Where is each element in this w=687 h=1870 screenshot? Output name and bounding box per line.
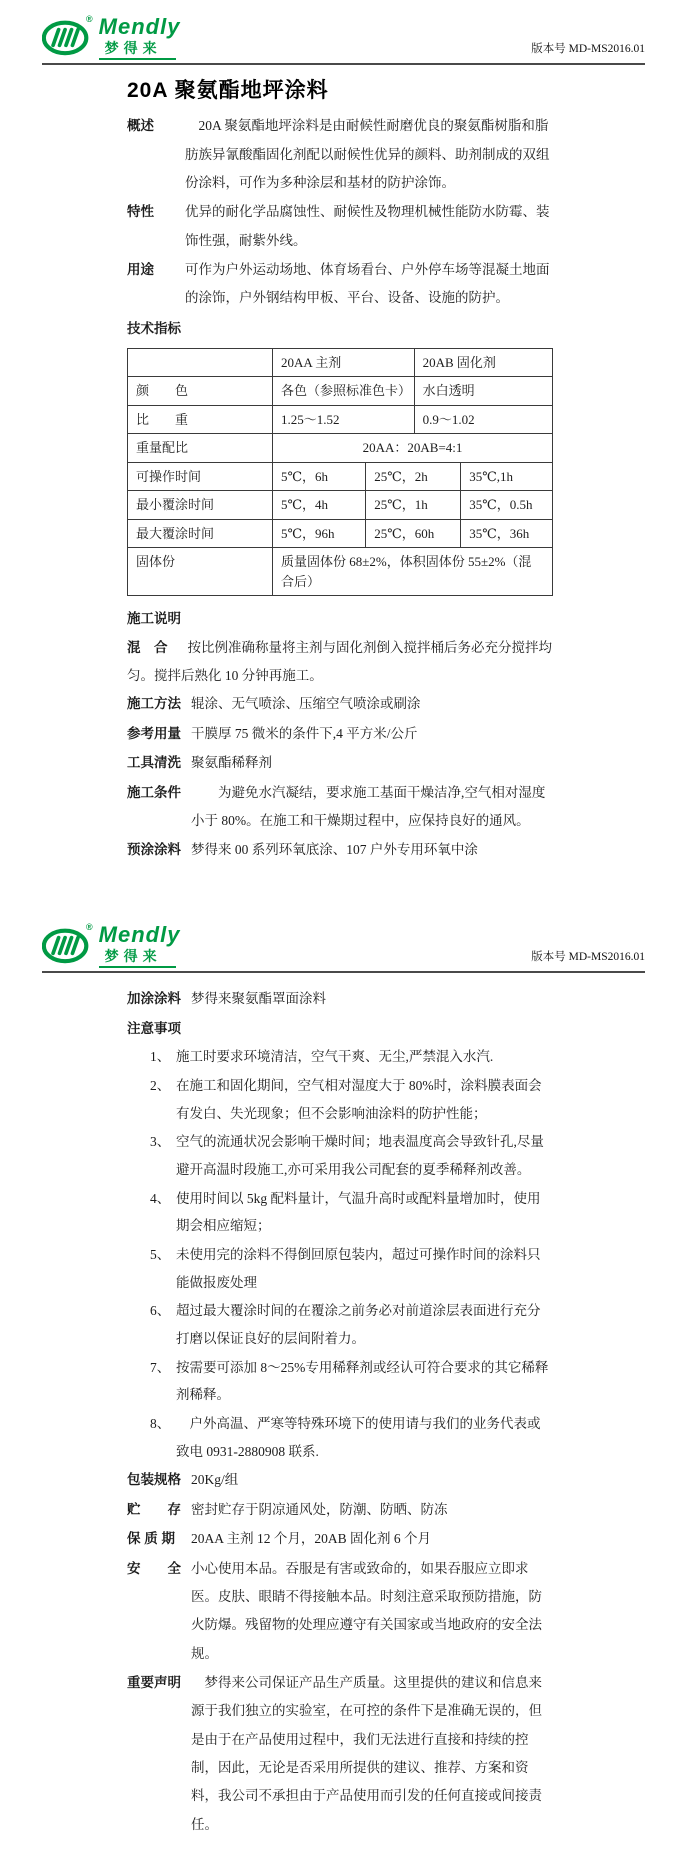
table-cell: 最小覆涂时间: [128, 491, 273, 519]
page-1: [42, 16, 645, 865]
brand-logo: [42, 921, 181, 968]
table-cell: 固体份: [128, 548, 273, 595]
tech-specs-table: [127, 348, 553, 597]
section-uses: [127, 256, 553, 313]
table-row: [128, 377, 552, 406]
table-cell: 35℃，0.5h: [469, 497, 533, 513]
note-text: 未使用完的涂料不得倒回原包装内，超过可操作时间的涂料只能做报废处理: [176, 1247, 541, 1290]
note-text: 空气的流通状况会影响干燥时间；地表温度高会导致针孔,尽量避开高温时段施工,亦可采用我公司配套的夏季稀释剂改善。: [176, 1134, 544, 1178]
section-label: 安 全: [127, 1560, 181, 1576]
table-cell: 1.25～1.52: [273, 406, 415, 434]
table-cell: 5℃，96h: [273, 520, 366, 548]
section-label: 预涂涂料: [127, 842, 181, 858]
note-number: 6、: [150, 1303, 171, 1319]
note-number: 1、: [150, 1049, 171, 1065]
section-text: 20AA 主剂 12 个月，20AB 固化剂 6 个月: [191, 1531, 432, 1547]
section-label: 用途: [127, 261, 154, 277]
section-label: 施工条件: [127, 784, 181, 800]
table-cell: 比 重: [128, 406, 273, 434]
note-item: [127, 1410, 553, 1465]
table-row: [128, 548, 552, 595]
section-shelf-life: [127, 1525, 553, 1553]
section-dosage: [127, 720, 553, 748]
note-item: [127, 1241, 553, 1296]
table-row: [128, 406, 552, 435]
section-label: 保 质 期: [127, 1531, 176, 1547]
note-item: [127, 1185, 553, 1240]
section-conditions: [127, 779, 553, 836]
table-cell: 25℃，1h: [366, 491, 461, 519]
section-text: 梦得来公司保证产品生产质量。这里提供的建议和信息来源于我们独立的实验室，在可控的条件下是准确无误的，但是由于在产品使用过程中，我们无法进行直接和持续的控制，因此，无论是否采用所提供的建议、推荐、方案和资料，我公司不承担由于产品使用而引发的任何直接或间接责任。: [191, 1674, 542, 1832]
note-text: 按需要可添加 8～25%专用稀释剂或经认可符合要求的其它稀释剂稀释。: [176, 1359, 549, 1403]
section-packing: [127, 1466, 553, 1494]
product-title: 20A 聚氨酯地坪涂料: [127, 79, 329, 103]
note-number: 4、: [150, 1190, 171, 1206]
section-text: 可作为户外运动场地、体育场看台、户外停车场等混凝土地面的涂饰，户外钢结构甲板、平台、设备、设施的防护。: [185, 261, 550, 306]
version-number: 版本号 MD-MS2016.01: [531, 43, 645, 56]
section-topcoat: [127, 985, 553, 1013]
note-text: 超过最大覆涂时间的在覆涂之前务必对前道涂层表面进行充分打磨以保证良好的层间附着力。: [176, 1303, 541, 1347]
note-text: 施工时要求环境清洁，空气干爽、无尘,严禁混入水汽.: [176, 1049, 494, 1065]
section-label: 重要声明: [127, 1674, 181, 1690]
section-label: 概述: [127, 118, 154, 134]
note-item: [127, 1043, 553, 1071]
brand-name-en: Mendly: [98, 921, 181, 947]
page2-content: [127, 985, 553, 1839]
section-label: 参考用量: [127, 725, 181, 741]
section-text: 小心使用本品。吞服是有害或致命的，如果吞服应立即求医。皮肤、眼睛不得接触本品。时刻注意采取预防措施，防火防爆。残留物的处理应遵守有关国家或当地政府的安全法规。: [191, 1560, 542, 1661]
section-label: 加涂涂料: [127, 990, 181, 1006]
table-cell: 20AA：20AB=4:1: [362, 440, 463, 456]
table-cell: 20AA 主剂: [273, 349, 415, 377]
section-text: 20Kg/组: [191, 1472, 239, 1488]
note-text: 使用时间以 5kg 配料量计，气温升高时或配料量增加时，使用期会相应缩短；: [176, 1190, 541, 1234]
page1-header: [42, 16, 645, 65]
table-cell: [128, 349, 273, 377]
brand-name-cn: 梦得来: [99, 947, 176, 968]
mendly-m-logo-icon: [42, 16, 90, 58]
page2-header: [42, 921, 645, 973]
registered-trademark-icon: ®: [86, 14, 93, 24]
table-cell: 可操作时间: [128, 463, 273, 491]
section-cleaning: [127, 749, 553, 777]
table-row: [128, 520, 552, 549]
table-cell: 各色（参照标准色卡）: [273, 377, 415, 405]
page1-content: [127, 74, 553, 864]
table-row: [128, 434, 552, 463]
table-cell: 20AB 固化剂: [422, 354, 496, 370]
table-cell: 25℃，60h: [366, 520, 461, 548]
table-cell: 重量配比: [128, 434, 273, 462]
table-cell: 质量固体份 68±2%，体积固体份 55±2%（混合后）: [281, 554, 532, 589]
version-number: 版本号 MD-MS2016.01: [531, 950, 645, 963]
table-cell: 颜 色: [128, 377, 273, 405]
mendly-m-logo-icon: [42, 924, 90, 966]
section-mixing: [127, 634, 553, 691]
section-text: 20A 聚氨酯地坪涂料是由耐候性耐磨优良的聚氨酯树脂和脂肪族异氰酸酯固化剂配以耐候性优异的颜料、助剂制成的双组份涂料，可作为多种涂层和基材的防护涂饰。: [185, 118, 550, 190]
table-cell: 35℃，36h: [469, 525, 530, 541]
section-safety: [127, 1555, 553, 1668]
section-text: 梦得来聚氨酯罩面涂料: [191, 990, 326, 1006]
note-item: [127, 1354, 553, 1409]
section-text: 梦得来 00 系列环氧底涂、107 户外专用环氧中涂: [191, 842, 478, 858]
page-2: [42, 921, 645, 1839]
table-cell: 5℃，4h: [273, 491, 366, 519]
section-label: 混 合: [127, 639, 168, 655]
section-method: [127, 690, 553, 718]
table-row: [128, 491, 552, 520]
registered-trademark-icon: ®: [86, 921, 93, 932]
section-text: 为避免水汽凝结，要求施工基面干燥洁净,空气相对湿度小于 80%。在施工和干燥期过程中，应保持良好的通风。: [191, 784, 546, 828]
page-break-gap: [42, 866, 645, 924]
section-features: [127, 198, 553, 255]
table-cell: 最大覆涂时间: [128, 520, 273, 548]
section-text: 密封贮存于阴凉通风处，防潮、防晒、防冻: [191, 1501, 448, 1517]
note-number: 2、: [150, 1078, 171, 1094]
section-label: 施工方法: [127, 696, 181, 712]
note-item: [127, 1297, 553, 1352]
note-number: 8、: [150, 1416, 171, 1432]
note-item: [127, 1128, 553, 1183]
section-storage: [127, 1496, 553, 1524]
table-cell: 25℃，2h: [366, 463, 461, 491]
brand-name-cn: 梦得来: [99, 39, 176, 60]
section-label: 贮 存: [127, 1501, 181, 1517]
section-label: 特性: [127, 204, 154, 220]
section-label: 包装规格: [127, 1472, 181, 1488]
section-text: 优异的耐化学品腐蚀性、耐候性及物理机械性能防水防霉、装饰性强，耐紫外线。: [185, 204, 550, 248]
section-text: 辊涂、无气喷涂、压缩空气喷涂或刷涂: [191, 696, 421, 712]
note-number: 7、: [150, 1359, 171, 1375]
brand-logo: [42, 16, 180, 60]
brand-wordmark: [98, 921, 181, 968]
note-number: 5、: [150, 1247, 171, 1263]
section-precoat: [127, 836, 553, 864]
table-row: [128, 349, 552, 378]
note-text: 户外高温、严寒等特殊环境下的使用请与我们的业务代表或致电 0931-2880908 联系.: [176, 1416, 541, 1459]
tech-specs-heading: 技术指标: [127, 320, 181, 336]
section-disclaimer: [127, 1669, 553, 1839]
section-text: 按比例准确称量将主剂与固化剂倒入搅拌桶后务必充分搅拌均匀。搅拌后熟化 10 分钟再施工。: [127, 639, 552, 684]
note-text: 在施工和固化期间，空气相对湿度大于 80%时，涂料膜表面会有发白、失光现象；但不会影响油涂料的防护性能；: [176, 1078, 542, 1121]
note-number: 3、: [150, 1134, 171, 1150]
section-label: 工具清洗: [127, 755, 181, 771]
brand-wordmark: [99, 16, 181, 60]
section-text: 干膜厚 75 微米的条件下,4 平方米/公斤: [191, 725, 418, 741]
construction-heading: 施工说明: [127, 611, 181, 627]
notes-heading: 注意事项: [127, 1021, 181, 1037]
section-overview: [127, 112, 553, 197]
table-cell: 水白透明: [422, 383, 475, 399]
table-cell: 0.9～1.02: [422, 411, 475, 427]
brand-name-en: Mendly: [98, 14, 181, 39]
table-row: [128, 463, 552, 492]
table-cell: 35℃,1h: [469, 468, 514, 484]
note-item: [127, 1072, 553, 1127]
section-text: 聚氨酯稀释剂: [191, 755, 272, 771]
table-cell: 5℃，6h: [273, 463, 366, 491]
